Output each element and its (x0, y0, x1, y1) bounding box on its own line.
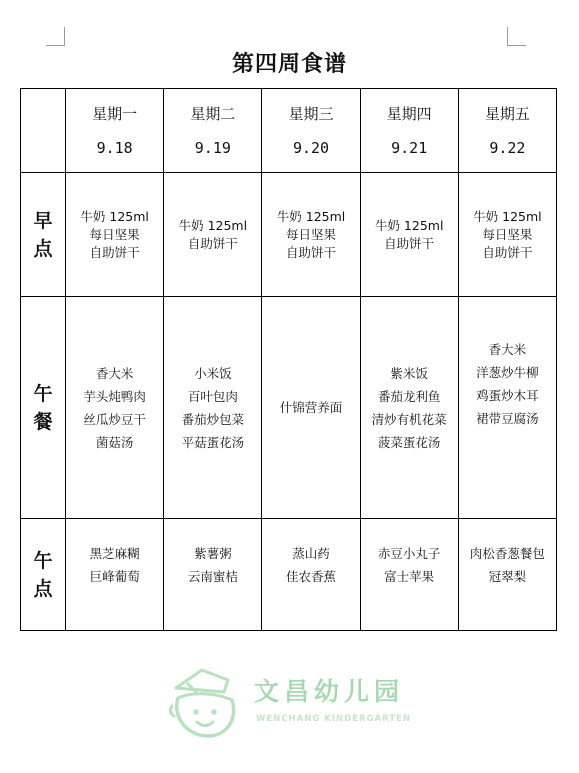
menu-item: 自助饼干 (384, 236, 435, 251)
menu-item: 每日坚果 (482, 227, 533, 242)
meal-label-char: 早 (33, 209, 53, 232)
day-header (164, 89, 262, 173)
day-date: 9.22 (489, 138, 526, 157)
meal-label-char: 点 (33, 237, 53, 260)
meal-label-char: 午 (33, 382, 53, 405)
kindergarten-logo (166, 662, 426, 746)
menu-item: 巨峰葡萄 (89, 569, 140, 584)
menu-cell (458, 173, 556, 297)
menu-item: 佳农香蕉 (286, 569, 337, 584)
menu-cell (66, 173, 164, 297)
day-date: 9.20 (292, 138, 330, 157)
menu-item: 裙带豆腐汤 (476, 411, 539, 426)
menu-item: 自助饼干 (89, 245, 140, 260)
day-name: 星期一 (92, 104, 138, 123)
meal-label-char: 餐 (33, 410, 53, 433)
day-header (66, 89, 164, 173)
menu-item: 云南蜜桔 (187, 569, 238, 584)
breakfast-row (21, 173, 557, 297)
menu-item: 蒸山药 (292, 546, 330, 561)
day-name: 星期二 (190, 104, 236, 123)
logo-name-en: WENCHANG KINDERGARTEN (256, 714, 411, 724)
page-title: 第四周食谱 (231, 52, 347, 77)
menu-item: 香大米 (488, 342, 527, 357)
menu-cell (262, 519, 360, 631)
menu-item: 黑芝麻糊 (89, 546, 140, 561)
day-header (262, 89, 360, 173)
menu-item: 牛奶 125ml (178, 218, 248, 233)
day-date: 9.18 (96, 138, 133, 157)
menu-cell (458, 297, 556, 519)
menu-item: 富士苹果 (384, 569, 435, 584)
menu-cell (360, 297, 458, 519)
menu-item: 平菇蛋花汤 (181, 434, 245, 450)
meal-label-char: 点 (33, 577, 53, 600)
meal-label-cell (21, 297, 66, 519)
menu-item: 牛奶 125ml (276, 209, 346, 224)
menu-item: 牛奶 125ml (80, 209, 149, 224)
menu-item: 每日坚果 (286, 227, 337, 242)
menu-item: 自助饼干 (286, 245, 337, 260)
menu-item: 菠菜蛋花汤 (377, 434, 441, 450)
meal-label-cell (21, 173, 66, 297)
menu-item: 番茄龙利鱼 (377, 388, 441, 404)
menu-cell (458, 519, 556, 631)
menu-item: 自助饼干 (187, 236, 238, 251)
menu-item: 鸡蛋炒木耳 (476, 388, 539, 403)
menu-item: 每日坚果 (89, 227, 140, 242)
menu-item: 肉松香葱餐包 (469, 546, 545, 561)
menu-cell (164, 519, 262, 631)
menu-table (20, 88, 557, 631)
header-row (21, 89, 557, 173)
page-corner-mark-top-left (46, 27, 65, 46)
menu-cell (262, 173, 360, 297)
menu-cell (360, 519, 458, 631)
day-name: 星期四 (386, 104, 432, 123)
menu-item: 香大米 (95, 365, 134, 381)
child-face-icon (166, 662, 250, 746)
menu-item: 牛奶 125ml (473, 209, 542, 224)
menu-item: 芋头炖鸭肉 (83, 388, 146, 404)
menu-item: 赤豆小丸子 (377, 546, 441, 561)
menu-item: 自助饼干 (482, 245, 533, 260)
menu-item: 番茄炒包菜 (181, 411, 245, 427)
menu-item: 牛奶 125ml (374, 218, 444, 233)
menu-item: 小米饭 (194, 365, 232, 381)
corner-cell (21, 89, 66, 173)
day-date: 9.19 (194, 138, 231, 157)
menu-item: 百叶包肉 (187, 388, 238, 404)
meal-label-char: 午 (33, 549, 53, 572)
menu-cell (262, 297, 360, 519)
lunch-row (21, 297, 557, 519)
menu-item: 丝瓜炒豆干 (83, 411, 146, 427)
menu-item: 清炒有机花菜 (371, 411, 447, 427)
menu-cell (66, 297, 164, 519)
menu-cell (360, 173, 458, 297)
menu-item: 紫米饭 (390, 365, 428, 381)
day-name: 星期三 (288, 104, 334, 123)
day-name: 星期五 (484, 104, 530, 123)
menu-item: 冠翠梨 (488, 569, 527, 584)
day-header (458, 89, 556, 173)
menu-cell (164, 297, 262, 519)
logo-name-cn: 文昌幼儿园 (254, 677, 405, 706)
meal-label-cell (21, 519, 66, 631)
day-header (360, 89, 458, 173)
day-date: 9.21 (391, 138, 428, 157)
menu-item: 洋葱炒牛柳 (476, 365, 539, 380)
page-corner-mark-top-right (507, 27, 526, 46)
menu-cell (164, 173, 262, 297)
menu-item: 什锦营养面 (279, 400, 343, 415)
menu-item: 紫薯粥 (194, 546, 232, 561)
menu-cell (66, 519, 164, 631)
menu-item: 菌菇汤 (95, 434, 134, 450)
afternoon-snack-row (21, 519, 557, 631)
